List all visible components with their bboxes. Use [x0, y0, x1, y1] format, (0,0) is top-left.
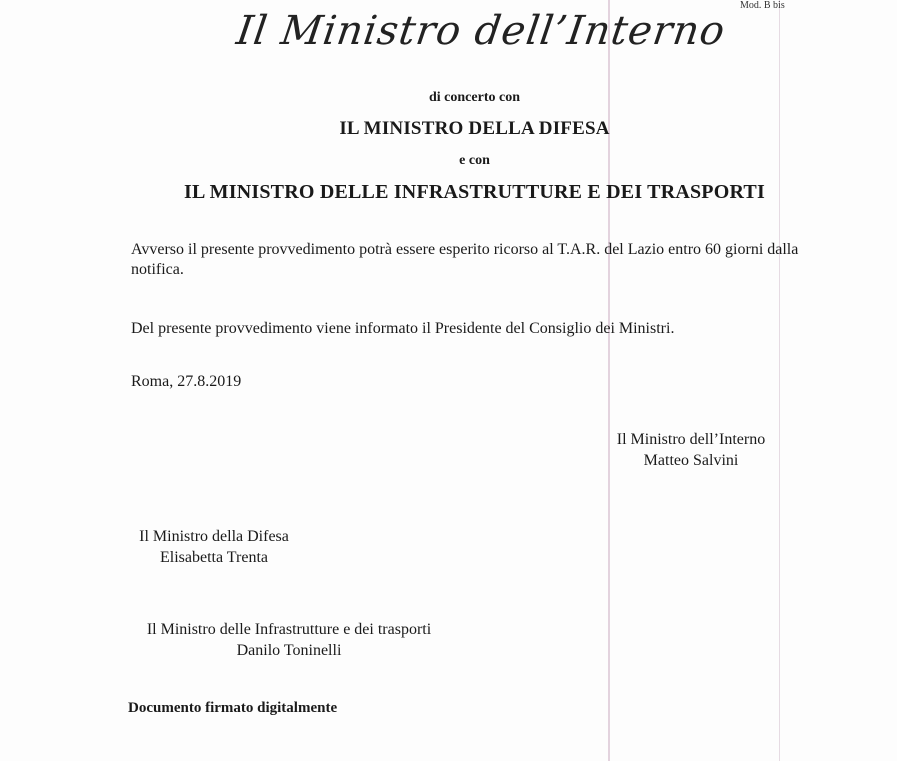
signature-name: Elisabetta Trenta [160, 549, 268, 566]
scan-artifact-line [779, 0, 780, 761]
concert-line-1: di concerto con [429, 90, 520, 105]
appeal-paragraph: Avverso il presente provvedimento potrà essere esperito ricorso al T.A.R. del Lazio entro 60 giorni dalla notifica. [131, 241, 799, 278]
signature-interno [598, 429, 784, 471]
signature-difesa [116, 526, 312, 568]
header-title: Il Ministro dell’Interno [233, 8, 729, 54]
concert-line-3: e con [459, 153, 490, 168]
signature-name: Matteo Salvini [643, 452, 739, 469]
signature-title: Il Ministro dell’Interno [616, 431, 766, 448]
form-code: Mod. B bis [740, 0, 785, 11]
notification-paragraph: Del presente provvedimento viene informato il Presidente del Consiglio dei Ministri. [131, 320, 675, 337]
signature-infrastrutture [116, 619, 462, 661]
concert-line-2: IL MINISTRO DELLA DIFESA [339, 118, 610, 139]
signature-title: Il Ministro della Difesa [139, 528, 289, 545]
signature-title: Il Ministro delle Infrastrutture e dei trasporti [146, 621, 432, 638]
date-line: Roma, 27.8.2019 [131, 373, 242, 390]
concert-line-4: IL MINISTRO DELLE INFRASTRUTTURE E DEI TRASPORTI [184, 181, 765, 203]
digital-signature-note: Documento firmato digitalmente [128, 700, 338, 716]
signature-name: Danilo Toninelli [236, 642, 342, 659]
scan-artifact-line [608, 0, 610, 761]
